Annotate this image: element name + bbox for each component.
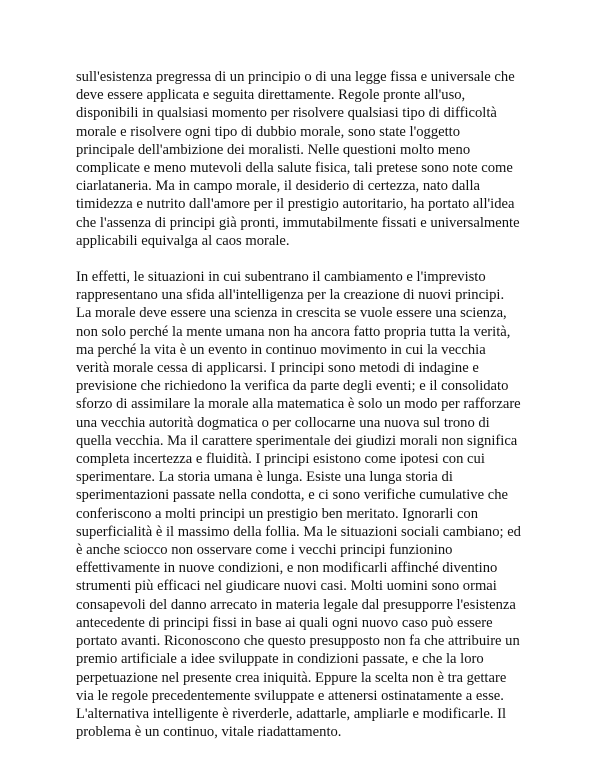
text-line: complicate e meno mutevoli della salute fisica, tali pretese sono note come bbox=[76, 160, 513, 177]
text-line: strumenti più efficaci nel giudicare nuovi casi. Molti uomini sono ormai bbox=[76, 578, 497, 595]
text-line: che l'assenza di principi già pronti, immutabilmente fissati e universalmente bbox=[76, 214, 520, 231]
text-line: sforzo di assimilare la morale alla matematica è solo un modo per rafforzare bbox=[76, 396, 521, 413]
text-line: premio artificiale a idee sviluppate in condizioni passate, e che la loro bbox=[76, 651, 484, 668]
text-line: conferiscono a molti principi un prestigio ben meritato. Ignorarli con bbox=[76, 505, 479, 522]
text-line: portato avanti. Riconoscono che questo presupposto non fa che attribuire un bbox=[76, 633, 520, 650]
text-line: superficialità è il massimo della follia. Ma le situazioni sociali cambiano; ed bbox=[76, 523, 521, 540]
text-line: problema è un continuo, vitale riadattamento. bbox=[76, 724, 342, 741]
text-line: sull'esistenza pregressa di un principio o di una legge fissa e universale che bbox=[76, 69, 515, 85]
text-line: non solo perché la mente umana non ha ancora fatto propria tutta la verità, bbox=[76, 323, 511, 340]
text-line: applicabili equivalga al caos morale. bbox=[76, 232, 290, 249]
text-line: La morale deve essere una scienza in crescita se vuole essere una scienza, bbox=[76, 305, 507, 322]
text-line: ma perché la vita è un evento in continuo movimento in cui la vecchia bbox=[76, 341, 486, 358]
text-line: rappresentano una sfida all'intelligenza per la creazione di nuovi principi. bbox=[76, 287, 505, 304]
text-line: L'alternativa intelligente è riverderle, adattarle, ampliarle e modificarle. Il bbox=[76, 705, 507, 722]
text-line: deve essere applicata e seguita direttamente. Regole pronte all'uso, bbox=[76, 87, 466, 104]
text-line: via le regole precedentemente sviluppate e attenersi ostinatamente a esse. bbox=[76, 687, 504, 704]
paragraph-2 bbox=[76, 268, 546, 741]
text-line: sperimentare. La storia umana è lunga. Esiste una lunga storia di bbox=[76, 469, 453, 486]
text-line: morale e risolvere ogni tipo di dubbio morale, sono state l'oggetto bbox=[76, 123, 461, 140]
text-line: verità morale cessa di applicarsi. I principi sono metodi di indagine e bbox=[76, 360, 479, 377]
text-line: previsione che richiedono la verifica da parte degli eventi; e il consolidato bbox=[76, 378, 509, 395]
body-text bbox=[76, 68, 546, 741]
text-line: antecedente di principi fissi in base ai quali ogni nuovo caso può essere bbox=[76, 614, 493, 631]
text-line: disponibili in qualsiasi momento per risolvere qualsiasi tipo di difficoltà bbox=[76, 105, 497, 122]
text-line: timidezza e nutrito dall'amore per il prestigio autoritario, ha portato all'idea bbox=[76, 196, 515, 213]
text-line: completa incertezza e fluidità. I principi esistono come ipotesi con cui bbox=[76, 451, 485, 468]
text-line: una vecchia autorità dogmatica o per collocarne una nuova sul trono di bbox=[76, 414, 490, 431]
text-line: sperimentazioni passate nella condotta, e ci sono verifiche cumulative che bbox=[76, 487, 508, 504]
text-line: In effetti, le situazioni in cui subentrano il cambiamento e l'imprevisto bbox=[76, 269, 486, 286]
text-line: quella vecchia. Ma il carattere sperimentale dei giudizi morali non significa bbox=[76, 432, 518, 449]
paragraph-1 bbox=[76, 68, 546, 250]
text-line: perpetuazione nel presente crea iniquità. Eppure la scelta non è tra gettare bbox=[76, 669, 507, 686]
text-line: ciarlataneria. Ma in campo morale, il desiderio di certezza, nato dalla bbox=[76, 178, 480, 195]
text-line: è anche sciocco non osservare come i vecchi principi funzionino bbox=[76, 542, 453, 559]
text-line: effettivamente in nuove condizioni, e non modificarli affinché diventino bbox=[76, 560, 498, 577]
text-line: consapevoli del danno arrecato in materia legale dal presupporre l'esistenza bbox=[76, 596, 516, 613]
text-line: principale dell'ambizione dei moralisti. Nelle questioni molto meno bbox=[76, 141, 471, 158]
